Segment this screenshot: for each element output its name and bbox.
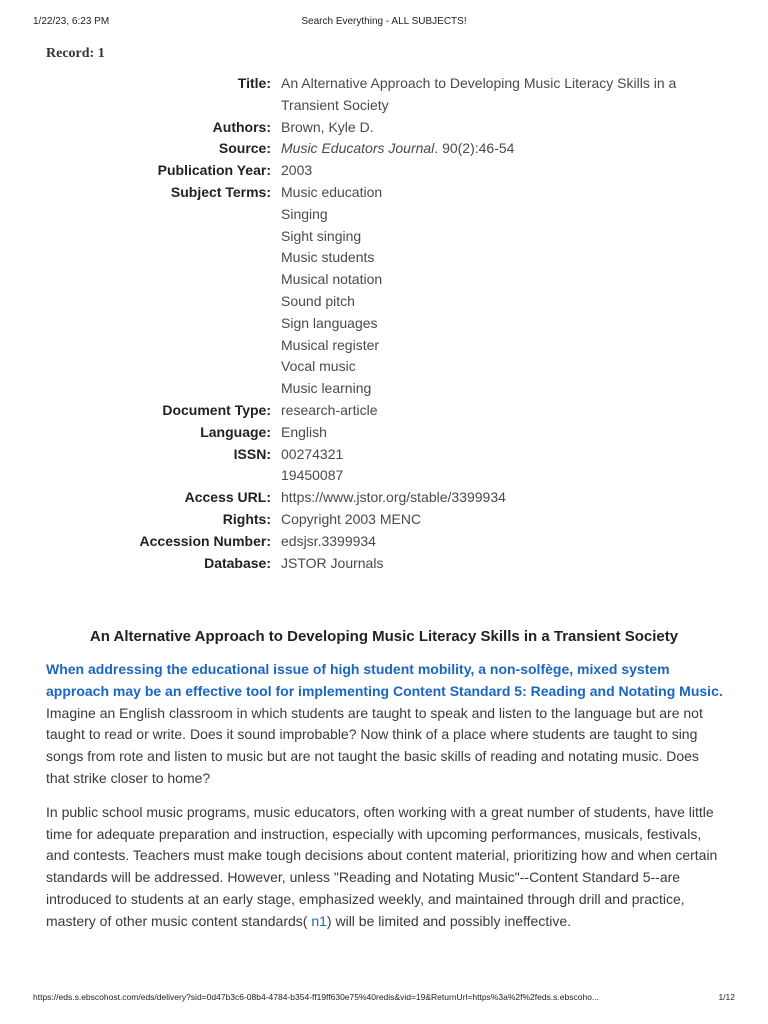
field-label: Document Type: [162, 401, 271, 418]
subject-term: Vocal music [281, 358, 356, 375]
field-label: Subject Terms: [170, 183, 271, 200]
field-database [0, 553, 768, 575]
subject-term: Sight singing [281, 227, 362, 244]
field-value-authors: Brown, Kyle D. [281, 118, 374, 135]
field-language [0, 422, 768, 444]
article-paragraph-end: ) will be limited and possibly ineffective. [326, 912, 571, 929]
page-number: 1/12 [718, 992, 735, 1002]
field-value-title: An Alternative Approach to Developing Music Literacy Skills in a Transient Society [281, 75, 677, 113]
footnote-link-n1[interactable]: n1 [311, 912, 327, 929]
field-label: Database: [204, 554, 271, 571]
article-body [46, 659, 726, 945]
field-label: Authors: [212, 118, 271, 135]
field-authors [0, 117, 768, 139]
article-abstract: When addressing the educational issue of high student mobility, a non-solfège, mixed system approach may be an effective tool for implementing Content Standard 5: Reading and Notating Music. [46, 661, 723, 699]
field-label: Access URL: [184, 489, 271, 506]
subject-term: Music learning [281, 380, 372, 397]
field-label: Language: [200, 423, 271, 440]
subject-term: Sound pitch [281, 292, 355, 309]
field-value-issn [281, 444, 701, 488]
article-paragraph [46, 659, 726, 790]
issn-value: 00274321 [281, 445, 344, 462]
field-accession-number [0, 531, 768, 553]
source-citation: . 90(2):46-54 [434, 140, 515, 157]
field-document-type [0, 400, 768, 422]
subject-term: Musical notation [281, 271, 383, 288]
field-value-database: JSTOR Journals [281, 554, 384, 571]
field-label: ISSN: [233, 445, 271, 462]
field-label: Title: [237, 75, 271, 91]
record-label: Record: 1 [46, 46, 105, 61]
field-value-subject-terms [281, 182, 701, 400]
field-publication-year [0, 160, 768, 182]
print-datetime: 1/22/23, 6:23 PM [33, 16, 110, 27]
subject-term: Singing [281, 205, 328, 222]
print-url: https://eds.s.ebscohost.com/eds/delivery?sid=0d47b3c6-08b4-4784-b354-ff19ff630e75%40redis&vid=19&ReturnUrl=https%3a%2f%2feds.s.ebscoho... [33, 992, 600, 1002]
field-rights [0, 509, 768, 531]
field-access-url [0, 487, 768, 509]
article-paragraph-text: In public school music programs, music educators, often working with a great number of students, have little time for adequate preparation and instruction, especially with upcoming performances, musicals, festivals, and contests. Teachers must make tough decisions about content material, prioritizing how and when certain standards will be addressed. However, unless "Reading and Notating Music"--Content Standard 5--are introduced to students at an early stage, emphasized weekly, and maintained through drill and practice, mastery of other music content standards( [46, 803, 718, 929]
article-title: An Alternative Approach to Developing Music Literacy Skills in a Transient Society [89, 628, 679, 645]
print-header [33, 16, 735, 32]
field-label: Source: [218, 140, 271, 157]
field-value-rights: Copyright 2003 MENC [281, 510, 422, 527]
field-title [0, 73, 768, 117]
field-label: Publication Year: [157, 162, 271, 179]
subject-term: Music education [281, 183, 383, 200]
field-value-publication-year: 2003 [281, 162, 313, 179]
subject-term: Music students [281, 249, 375, 266]
field-source [0, 138, 768, 160]
field-value-source [281, 138, 701, 160]
field-label: Rights: [222, 510, 271, 527]
field-issn [0, 444, 768, 488]
subject-term: Sign languages [281, 314, 378, 331]
record-metadata [0, 73, 768, 574]
source-journal: Music Educators Journal [281, 140, 435, 157]
field-value-document-type: research-article [281, 401, 378, 418]
article-intro-text: Imagine an English classroom in which students are taught to speak and listen to the language but are not taught to read or write. Does it sound improbable? Now think of a place where students are taught to sing songs from rote and listen to music but are not taught the basic skills of reading and notating music. Does that strike closer to home? [46, 704, 703, 786]
access-url-link[interactable]: https://www.jstor.org/stable/3399934 [281, 489, 506, 506]
issn-value: 19450087 [281, 467, 344, 484]
field-value-language: English [281, 423, 327, 440]
print-page-title: Search Everything - ALL SUBJECTS! [301, 16, 467, 27]
field-label: Accession Number: [139, 532, 271, 549]
field-subject-terms [0, 182, 768, 400]
article-paragraph [46, 802, 726, 933]
field-value-accession-number: edsjsr.3399934 [281, 532, 376, 549]
subject-term: Musical register [281, 336, 380, 353]
